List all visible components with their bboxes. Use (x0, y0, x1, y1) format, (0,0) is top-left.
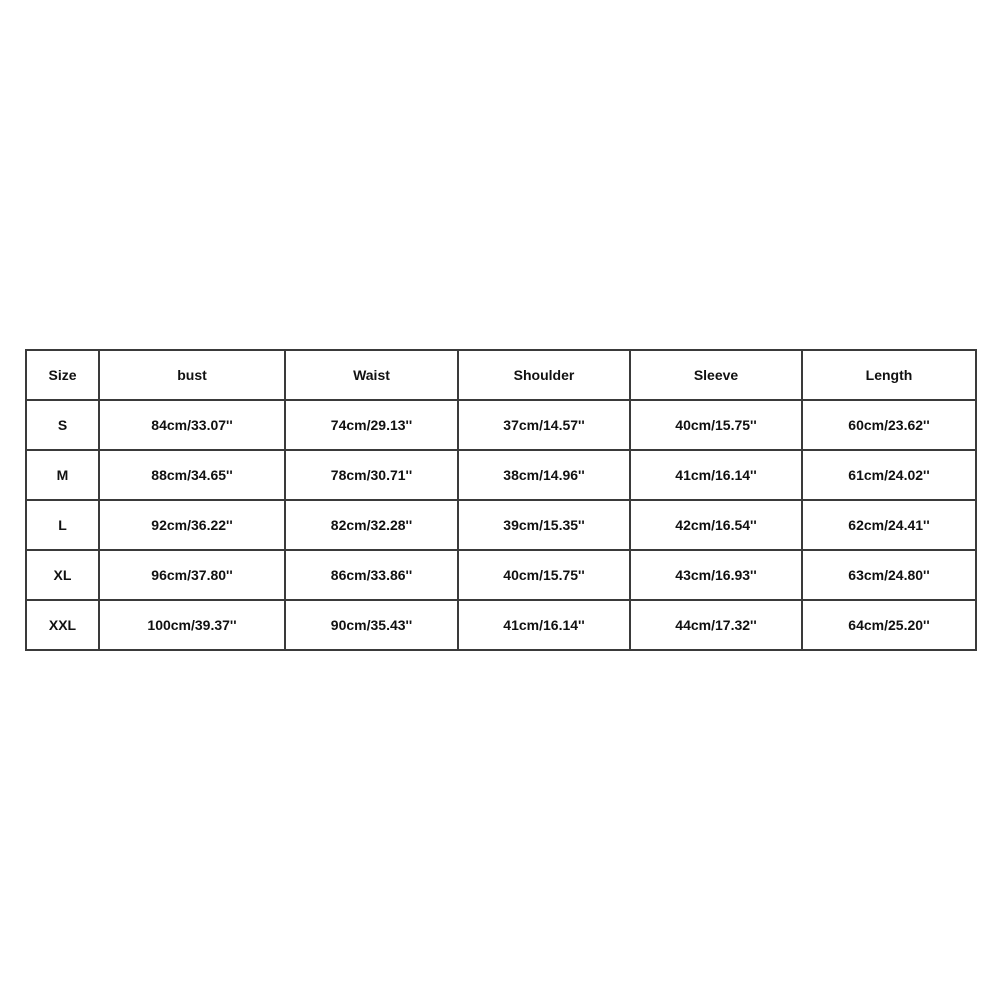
cell-bust: 88cm/34.65'' (99, 450, 285, 500)
cell-size: XXL (26, 600, 99, 650)
cell-size: M (26, 450, 99, 500)
header-length: Length (802, 350, 976, 400)
cell-length: 63cm/24.80'' (802, 550, 976, 600)
cell-sleeve: 44cm/17.32'' (630, 600, 802, 650)
cell-waist: 78cm/30.71'' (285, 450, 458, 500)
cell-sleeve: 40cm/15.75'' (630, 400, 802, 450)
cell-size: L (26, 500, 99, 550)
cell-size: XL (26, 550, 99, 600)
table-row (26, 600, 976, 650)
cell-shoulder: 40cm/15.75'' (458, 550, 630, 600)
cell-bust: 84cm/33.07'' (99, 400, 285, 450)
cell-length: 61cm/24.02'' (802, 450, 976, 500)
table-row (26, 450, 976, 500)
cell-sleeve: 42cm/16.54'' (630, 500, 802, 550)
cell-sleeve: 41cm/16.14'' (630, 450, 802, 500)
cell-bust: 92cm/36.22'' (99, 500, 285, 550)
cell-waist: 86cm/33.86'' (285, 550, 458, 600)
cell-shoulder: 41cm/16.14'' (458, 600, 630, 650)
size-chart-table (25, 349, 977, 651)
cell-shoulder: 39cm/15.35'' (458, 500, 630, 550)
cell-sleeve: 43cm/16.93'' (630, 550, 802, 600)
cell-size: S (26, 400, 99, 450)
cell-shoulder: 37cm/14.57'' (458, 400, 630, 450)
table-row (26, 500, 976, 550)
cell-length: 62cm/24.41'' (802, 500, 976, 550)
header-size: Size (26, 350, 99, 400)
cell-waist: 74cm/29.13'' (285, 400, 458, 450)
header-shoulder: Shoulder (458, 350, 630, 400)
cell-waist: 82cm/32.28'' (285, 500, 458, 550)
cell-waist: 90cm/35.43'' (285, 600, 458, 650)
cell-shoulder: 38cm/14.96'' (458, 450, 630, 500)
header-bust: bust (99, 350, 285, 400)
cell-bust: 96cm/37.80'' (99, 550, 285, 600)
header-waist: Waist (285, 350, 458, 400)
table-header-row (26, 350, 976, 400)
table-row (26, 550, 976, 600)
header-sleeve: Sleeve (630, 350, 802, 400)
cell-bust: 100cm/39.37'' (99, 600, 285, 650)
cell-length: 60cm/23.62'' (802, 400, 976, 450)
table-row (26, 400, 976, 450)
cell-length: 64cm/25.20'' (802, 600, 976, 650)
